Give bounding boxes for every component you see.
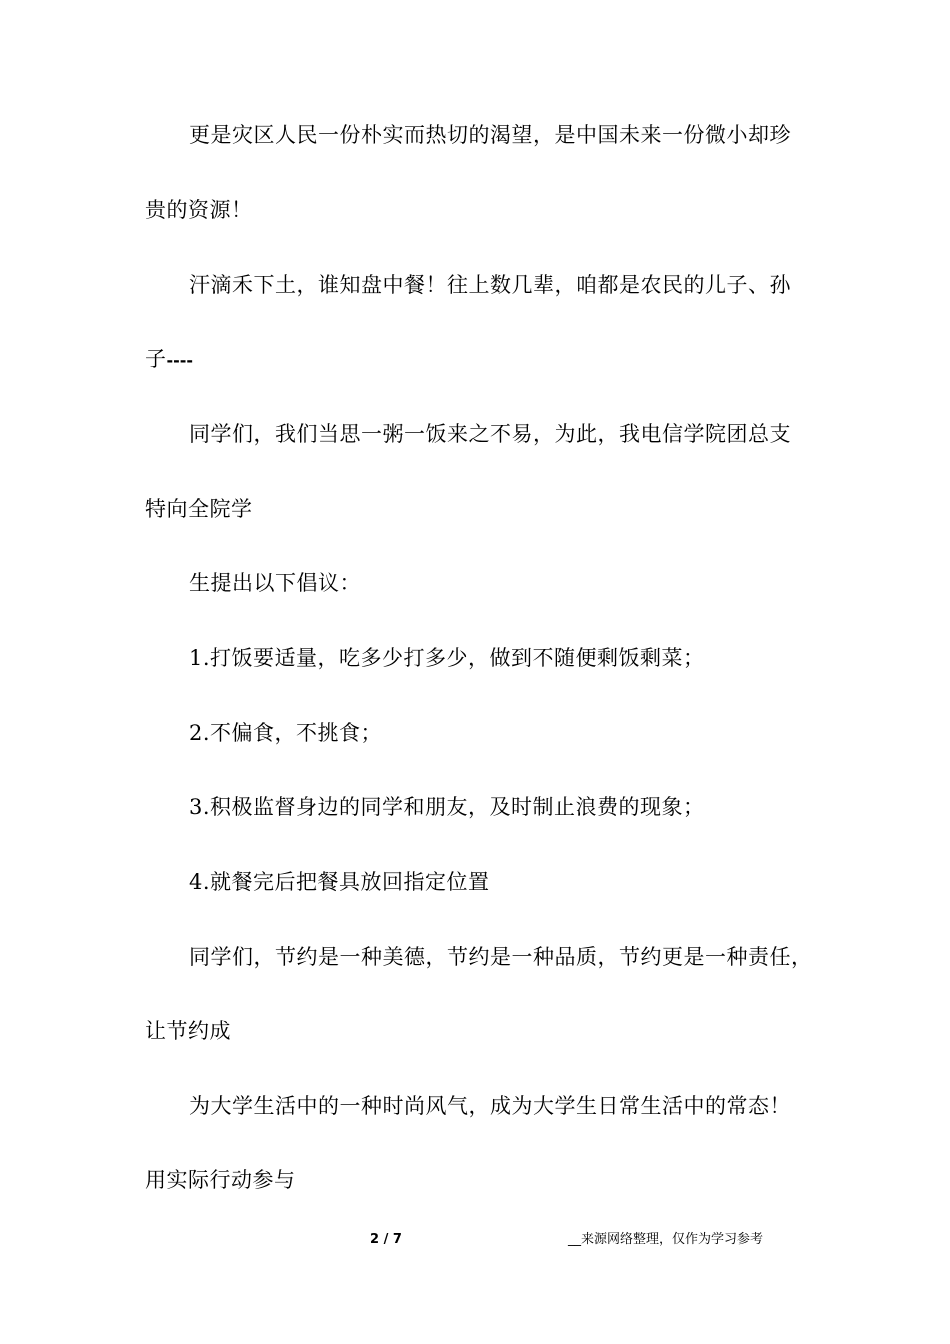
paragraph-line: 用实际行动参与 — [145, 1168, 296, 1192]
paragraph-line: 让节约成 — [145, 1019, 231, 1043]
paragraph-line: 特向全院学 — [145, 497, 253, 521]
paragraph-line — [145, 345, 193, 375]
paragraph-line: 贵的资源！ — [145, 198, 253, 222]
list-item: 4.就餐完后把餐具放回指定位置 — [189, 870, 490, 894]
list-item: 3.积极监督身边的同学和朋友，及时制止浪费的现象； — [189, 795, 705, 819]
source-note: __来源网络整理，仅作为学习参考 — [568, 1232, 764, 1247]
page-number: 2 / 7 — [370, 1232, 402, 1247]
paragraph-line: 同学们，节约是一种美德，节约是一种品质，节约更是一种责任， — [189, 945, 813, 969]
paragraph-line: 汗滴禾下土，谁知盘中餐！往上数几辈，咱都是农民的儿子、孙 — [189, 273, 791, 297]
paragraph-line: 生提出以下倡议： — [189, 571, 361, 595]
paragraph-line: 为大学生活中的一种时尚风气，成为大学生日常生活中的常态！ — [189, 1094, 791, 1118]
paragraph-line: 同学们，我们当思一粥一饭来之不易，为此，我电信学院团总支 — [189, 422, 791, 446]
paragraph-line: 更是灾区人民一份朴实而热切的渴望，是中国未来一份微小却珍 — [189, 123, 791, 147]
list-item: 2.不偏食，不挑食； — [189, 721, 383, 745]
paragraph-text: 子 — [145, 347, 167, 371]
dash-mark: ---- — [166, 351, 194, 370]
list-item: 1.打饭要适量，吃多少打多少，做到不随便剩饭剩菜； — [189, 646, 705, 670]
